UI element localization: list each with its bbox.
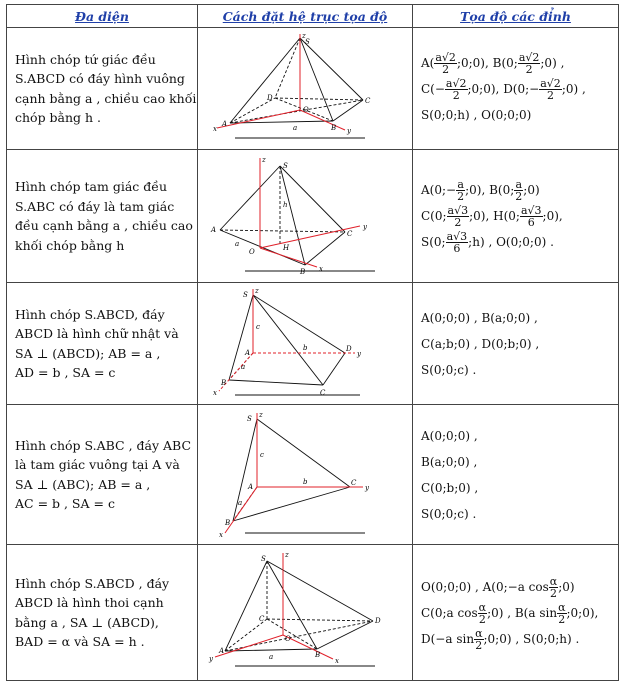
svg-text:A: A [211,226,217,234]
svg-text:a: a [235,240,240,248]
svg-text:B: B [315,650,321,659]
svg-text:y: y [363,223,367,231]
svg-text:z: z [302,31,306,40]
triangular-pyramid-figure [205,152,405,280]
row-description: Hình chóp tam giác đều S.ABC có đáy là tam giác đều cạnh bằng a , chiều cao khối chóp bằng h [7,150,198,283]
figure-cell [198,405,413,545]
svg-text:S: S [247,414,252,423]
svg-text:c: c [260,450,264,459]
svg-text:z: z [262,156,266,164]
table-row [7,150,619,283]
square-pyramid-figure [205,30,405,148]
svg-text:C: C [259,614,265,623]
table-row [7,28,619,150]
svg-text:z: z [255,286,259,295]
svg-text:D: D [375,616,381,625]
svg-text:x: x [213,388,217,397]
svg-text:z: z [259,410,263,419]
header-axis-setup: Cách đặt hệ trục tọa độ [198,5,413,28]
vertex-coords: A( $\frac{a√2}{2}$ ;0;0), B(0; $\frac{a√2}{2}$ ;0) , C(− $\frac{a√2}{2}$ ;0;0), D(0;− $\frac{a√2}{2}$ ;0) , S(0;0;h) , O(0;0;0) [413,28,619,150]
svg-text:A: A [219,646,225,655]
figure-cell [198,150,413,283]
table-row [7,283,619,405]
svg-text:C: C [320,388,326,397]
header-polyhedron: Đa diện [7,5,198,28]
row-description: Hình chóp S.ABCD, đáy ABCD là hình chữ nhật và SA ⊥ (ABCD); AB = a , AD = b , SA = c [7,283,198,405]
svg-text:D: D [267,93,273,102]
svg-text:x: x [219,530,223,539]
svg-text:a: a [269,652,274,661]
svg-text:b: b [303,477,308,486]
svg-text:O: O [285,634,291,643]
svg-text:h: h [283,201,288,209]
svg-text:A: A [245,348,251,357]
svg-text:y: y [347,126,351,135]
svg-text:C: C [347,230,353,238]
svg-text:O: O [303,105,309,114]
svg-text:S: S [261,554,266,563]
svg-text:B: B [331,123,337,132]
row-description: Hình chóp tứ giác đều S.ABCD có đáy hình vuông cạnh bằng a , chiều cao khối chóp bằng h . [7,28,198,150]
svg-text:B: B [225,518,231,527]
vertex-coords: A(0;0;0) , B(a;0;0) , C(0;b;0) , S(0;0;c) . [413,405,619,545]
svg-text:x: x [319,265,323,273]
right-triangle-pyramid-figure [205,409,405,541]
svg-text:A: A [248,482,254,491]
rhombus-pyramid-figure [205,549,405,677]
svg-text:C: C [351,478,357,487]
figure-cell [198,28,413,150]
rectangle-pyramid-figure [205,285,405,403]
header-vertex-coords: Tọa độ các đỉnh [413,5,619,28]
svg-text:C: C [365,96,371,105]
vertex-coords: A(0;− $\frac{a}{2}$ ;0), B(0; $\frac{a}{2}$ ;0) C(0; $\frac{a√3}{2}$ ;0), H(0; $\frac{a√3}{6}$ ;0), S(0; $\frac{a√3}{6}$ ;h) , O(0;0;0) . [413,150,619,283]
row-description: Hình chóp S.ABCD , đáy ABCD là hình thoi cạnh bằng a , SA ⊥ (ABCD), BAD = α và SA = h . [7,545,198,681]
svg-text:c: c [256,322,260,331]
row-description: Hình chóp S.ABC , đáy ABC là tam giác vuông tại A và SA ⊥ (ABC); AB = a , AC = b , SA = c [7,405,198,545]
header-row [7,5,619,28]
svg-text:A: A [222,119,228,128]
vertex-coords: A(0;0;0) , B(a;0;0) , C(a;b;0) , D(0;b;0) , S(0;0;c) . [413,283,619,405]
svg-text:H: H [283,244,290,252]
svg-text:B: B [300,268,306,276]
svg-text:a: a [238,498,243,507]
figure-cell [198,545,413,681]
table-row [7,405,619,545]
svg-text:B: B [221,378,227,387]
svg-text:y: y [209,654,213,663]
svg-text:b: b [303,343,308,352]
svg-text:y: y [357,349,361,358]
svg-text:S: S [243,290,248,299]
svg-text:z: z [285,550,289,559]
figure-cell [198,283,413,405]
svg-text:y: y [365,483,369,492]
svg-text:x: x [335,656,339,665]
svg-text:x: x [213,124,217,133]
svg-text:a: a [241,362,246,371]
svg-text:S: S [305,37,310,46]
svg-text:a: a [293,123,298,132]
svg-text:D: D [346,344,352,353]
svg-text:O: O [249,248,255,256]
vertex-coords: O(0;0;0) , A(0;−a cos $\frac{\alpha}{2}$ ;0) C(0;a cos $\frac{\alpha}{2}$ ;0) , B(a sin $\frac{\alpha}{2}$ ;0;0), D(−a sin $\frac{\alpha}{2}$ ;0;0) , S(0;0;h) . [413,545,619,681]
svg-text:S: S [283,162,288,170]
table-row [7,545,619,681]
coordinate-table [6,4,619,681]
